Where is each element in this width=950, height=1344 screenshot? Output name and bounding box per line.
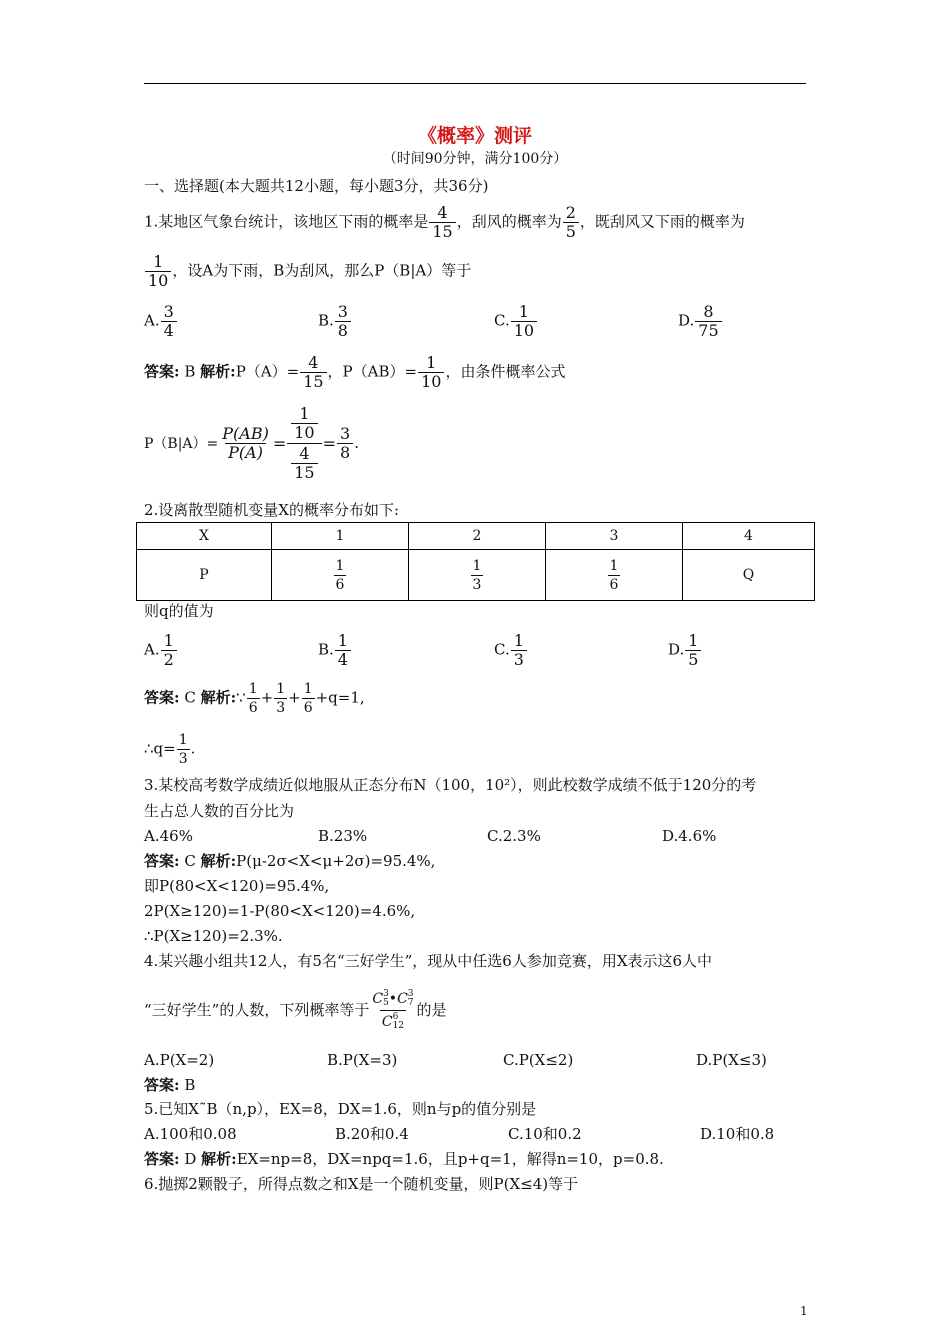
table-cell: 2 bbox=[409, 523, 546, 550]
q2-result: ∴q= $\frac{1}{3}$ . bbox=[144, 732, 196, 767]
q5-option-d: D.10和0.8 bbox=[700, 1125, 775, 1143]
q1-formula: P（B|A）= $\frac{P(AB)}{P(A)}$ = $\frac{\frac{1}{10}}{\frac{4}{15}}$ = $\frac{3}{8}$ . bbox=[144, 404, 359, 482]
q5-option-b: B.20和0.4 bbox=[335, 1125, 409, 1143]
q5-line1: 5.已知X˜B（n,p），EX=8，DX=1.6，则n与p的值分别是 bbox=[144, 1100, 537, 1118]
q4-option-b: B.P(X=3) bbox=[327, 1051, 398, 1069]
q3-answer: 答案: C 解析:P(μ-2σ<X<μ+2σ)=95.4%, bbox=[144, 852, 436, 870]
q5-option-c: C.10和0.2 bbox=[508, 1125, 582, 1143]
q4-option-c: C.P(X≤2) bbox=[503, 1051, 574, 1069]
q6-line1: 6.抛掷2颗骰子，所得点数之和X是一个随机变量，则P(X≤4)等于 bbox=[144, 1175, 579, 1193]
table-cell: $\frac{1}{3}$ bbox=[409, 550, 546, 601]
q3-line2: 生占总人数的百分比为 bbox=[144, 802, 295, 820]
q3-option-d: D.4.6% bbox=[662, 827, 717, 845]
q2-option-b: B. $\frac{1}{4}$ bbox=[318, 632, 352, 669]
page-number: 1 bbox=[800, 1304, 808, 1318]
q1-answer: 答案: B 解析:P（A）= $\frac{4}{15}$ ，P（AB）= $\frac{1}{10}$ ，由条件概率公式 bbox=[144, 353, 566, 391]
q2-text: 2.设离散型随机变量X的概率分布如下: bbox=[144, 501, 400, 519]
table-cell: $\frac{1}{6}$ bbox=[546, 550, 683, 601]
q5-option-a: A.100和0.08 bbox=[144, 1125, 237, 1143]
table-cell: P bbox=[137, 550, 272, 601]
q2-option-c: C. $\frac{1}{3}$ bbox=[494, 632, 528, 669]
q1-option-b: B. $\frac{3}{8}$ bbox=[318, 303, 352, 340]
q2-option-a: A. $\frac{1}{2}$ bbox=[144, 632, 178, 669]
table-cell: X bbox=[137, 523, 272, 550]
page-title: 《概率》测评 bbox=[417, 125, 532, 147]
q3-line1: 3.某校高考数学成绩近似地服从正态分布N（100，10²），则此校数学成绩不低于120分的考 bbox=[144, 776, 757, 794]
table-cell: 1 bbox=[272, 523, 409, 550]
q2-answer: 答案: C 解析:∵ $\frac{1}{6}$ + $\frac{1}{3}$ + $\frac{1}{6}$ +q=1, bbox=[144, 681, 365, 716]
q4-answer: 答案: B bbox=[144, 1076, 196, 1094]
q3-exp-line2: 即P(80<X<120)=95.4%, bbox=[144, 877, 330, 895]
q1-line1: 1.某地区气象台统计，该地区下雨的概率是 $\frac{4}{15}$ ，刮风的概率为 $\frac{2}{5}$ ，既刮风又下雨的概率为 bbox=[144, 203, 745, 241]
q4-line2: “三好学生”的人数，下列概率等于 C 3 5 •C 3 7 C 6 12 的是 bbox=[144, 989, 447, 1031]
q1-option-d: D. $\frac{8}{75}$ bbox=[678, 303, 723, 340]
combination-fraction: C 3 5 •C 3 7 C 6 12 bbox=[372, 989, 414, 1031]
page-subtitle: （时间90分钟，满分100分） bbox=[382, 151, 568, 167]
fraction: $\frac{1}{10}$ bbox=[145, 253, 171, 290]
q3-option-b: B.23% bbox=[318, 827, 368, 845]
q4-line1: 4.某兴趣小组共12人，有5名“三好学生”，现从中任选6人参加竞赛，用X表示这6人中 bbox=[144, 952, 713, 970]
table-cell: Q bbox=[683, 550, 815, 601]
table-cell: 4 bbox=[683, 523, 815, 550]
q1-line2: $\frac{1}{10}$ ，设A为下雨，B为刮风，那么P（B|A）等于 bbox=[144, 253, 471, 290]
q1-option-a: A. $\frac{3}{4}$ bbox=[144, 303, 178, 340]
q1-option-c: C. $\frac{1}{10}$ bbox=[494, 303, 538, 340]
q3-option-c: C.2.3% bbox=[487, 827, 541, 845]
q3-exp-line4: ∴P(X≥120)=2.3%. bbox=[144, 927, 283, 945]
section-heading: 一、选择题(本大题共12小题，每小题3分，共36分) bbox=[144, 177, 489, 195]
fraction: $\frac{2}{5}$ bbox=[563, 204, 579, 241]
header-rule bbox=[144, 83, 806, 84]
q4-option-d: D.P(X≤3) bbox=[696, 1051, 767, 1069]
probability-table bbox=[136, 522, 815, 601]
q3-option-a: A.46% bbox=[144, 827, 193, 845]
q3-exp-line3: 2P(X≥120)=1-P(80<X<120)=4.6%, bbox=[144, 902, 416, 920]
q2-option-d: D. $\frac{1}{5}$ bbox=[668, 632, 702, 669]
table-cell: 3 bbox=[546, 523, 683, 550]
fraction: $\frac{4}{15}$ bbox=[429, 204, 455, 241]
q4-option-a: A.P(X=2) bbox=[144, 1051, 215, 1069]
table-cell: $\frac{1}{6}$ bbox=[272, 550, 409, 601]
q2-after: 则q的值为 bbox=[144, 602, 214, 620]
q5-answer: 答案: D 解析:EX=np=8，DX=npq=1.6，且p+q=1，解得n=10，p=0.8. bbox=[144, 1150, 664, 1168]
